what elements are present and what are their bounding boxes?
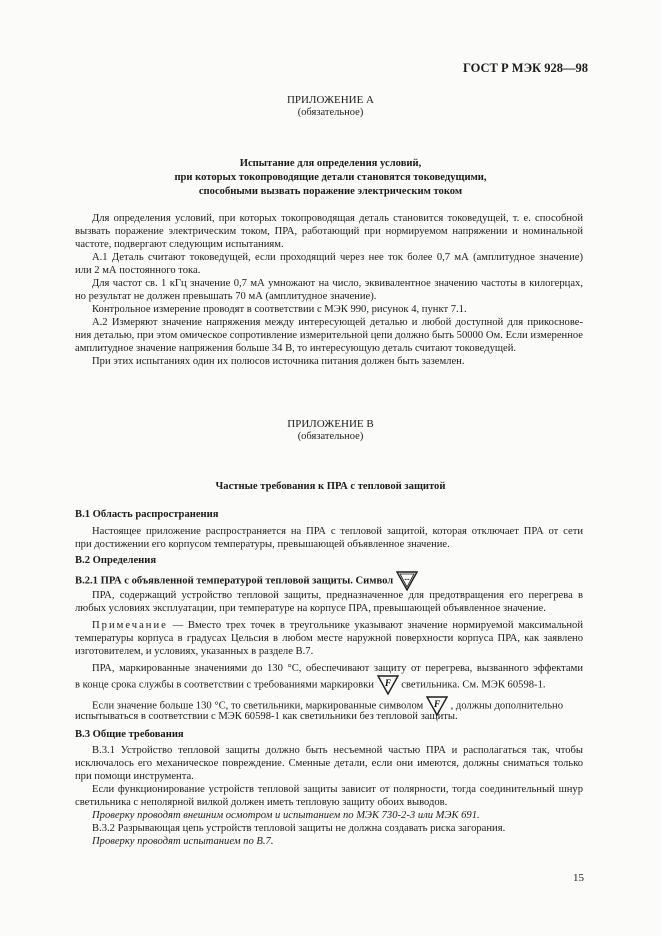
section-b3-heading: В.3 Общие требования xyxy=(75,729,184,740)
paragraph-line: В.3.1 Устройство тепловой защиты должно быть несъемной частью ПРА и располагаться так, чтобы xyxy=(92,745,583,756)
paragraph-text: в конце срока службы в соответствии с требованиями маркировки xyxy=(75,679,374,691)
paragraph-line: А.1 Деталь считают токоведущей, если проходящий через нее ток более 0,7 мА (амплитудное значение) xyxy=(92,252,583,263)
section-b1-heading: В.1 Область распространения xyxy=(75,509,219,520)
triangle-f-icon xyxy=(377,675,399,695)
svg-text:F: F xyxy=(433,699,440,709)
paragraph-line-with-symbol xyxy=(75,675,546,695)
paragraph-line: Для определения условий, при которых токопроводящая деталь становится токоведущей, т. е. способной xyxy=(92,213,583,224)
paragraph-line: исключалось его механическое повреждение. Сменные детали, если они имеются, должны сниматься только xyxy=(75,758,583,769)
appendix-a-title: ПРИЛОЖЕНИЕ А xyxy=(286,94,374,106)
paragraph-line: но результат не должен превышать 70 мА (амплитудное значение). xyxy=(75,291,377,302)
appendix-a-heading-3: способными вызвать поражение электрическим током xyxy=(198,186,463,197)
paragraph-line: Контрольное измерение проводят в соответствии с МЭК 990, рисунок 4, пункт 7.1. xyxy=(92,304,467,315)
paragraph-text: светильника. См. МЭК 60598-1. xyxy=(401,679,546,691)
section-b21-heading xyxy=(75,571,418,591)
svg-text:...: ... xyxy=(404,574,410,582)
paragraph-line: температуры корпуса в градусах Цельсия в любом месте наружной поверхности корпуса ПРА, как заявлено xyxy=(75,633,583,644)
appendix-a-heading-2: при которых токопроводящие детали становятся токоведущими, xyxy=(174,172,487,183)
paragraph-line: амплитудное значение напряжения больше 34 В, то интересующую деталь считают токоведущей. xyxy=(75,343,517,354)
paragraph-line: При этих испытаниях один их полюсов источника питания должен быть заземлен. xyxy=(92,356,465,367)
check-note: Проверку проводят внешним осмотром и испытанием по МЭК 730-2-3 или МЭК 691. xyxy=(92,810,480,821)
paragraph-line: частоте, подвергают следующим испытаниям. xyxy=(75,239,284,250)
paragraph-line: ния деталью, при этом омическое сопротивление измерительной цепи должно быть 50000 Ом. Если измеренное xyxy=(75,330,583,341)
section-b21-heading-text: В.2.1 ПРА с объявленной температурой тепловой защиты. Символ xyxy=(75,575,394,587)
paragraph-line: изготовителем, и условиях, указанных в разделе В.7. xyxy=(75,646,314,657)
paragraph-line: А.2 Измеряют значение напряжения между интересующей деталью и любой доступной для прикоснове- xyxy=(92,317,583,328)
paragraph-line: ПРА, маркированные значениями до 130 °С, обеспечивают защиту от перегрева, вызванного эффектами xyxy=(92,663,583,674)
page-number: 15 xyxy=(573,872,584,884)
paragraph-text: , должны дополнительно xyxy=(450,700,564,712)
section-b2-heading: В.2 Определения xyxy=(75,555,157,566)
paragraph-line: испытываться в соответствии с МЭК 60598-1 как светильники без тепловой защиты. xyxy=(75,711,458,722)
paragraph-line: вызвать поражение электрическим током, ПРА, работающий при нормируемом напряжении и номинальной xyxy=(75,226,583,237)
note-line-1 xyxy=(92,619,583,632)
paragraph-line: В.3.2 Разрывающая цепь устройств тепловой защиты не должна создавать риска загорания. xyxy=(92,823,506,834)
note-label: Примечание xyxy=(92,620,168,631)
paragraph-line: ПРА, содержащий устройство тепловой защиты, предназначенное для предотвращения его перегрева в xyxy=(92,590,583,601)
appendix-b-title: ПРИЛОЖЕНИЕ В xyxy=(287,418,374,430)
appendix-b-status: (обязательное) xyxy=(297,431,364,442)
appendix-a-status: (обязательное) xyxy=(297,107,364,118)
appendix-a-heading-1: Испытание для определения условий, xyxy=(239,158,422,169)
paragraph-line: или 2 мА постоянного тока. xyxy=(75,265,201,276)
svg-text:F: F xyxy=(384,678,391,688)
paragraph-line: Для частот св. 1 кГц значение 0,7 мА умножают на число, эквивалентное значению частоты в килогерцах, xyxy=(92,278,583,289)
note-text: — Вместо трех точек в треугольнике указывают значение нормируемой максимальной xyxy=(172,620,583,631)
paragraph-line: при помощи инструмента. xyxy=(75,771,194,782)
paragraph-text: Если значение больше 130 °С, то светильники, маркированные символом xyxy=(92,700,424,712)
paragraph-line: Настоящее приложение распространяется на ПРА с тепловой защитой, которая отключает ПРА от сети xyxy=(92,526,583,537)
check-note: Проверку проводят испытанием по В.7. xyxy=(92,836,274,847)
paragraph-line: Если функционирование устройств тепловой защиты зависит от полярности, тогда соединительный шнур xyxy=(92,784,583,795)
standard-number: ГОСТ Р МЭК 928—98 xyxy=(463,61,588,75)
thermal-protection-triangle-icon xyxy=(396,571,418,591)
paragraph-line: любых условиях эксплуатации, при температуре на корпусе ПРА, превышающей объявленное значение. xyxy=(75,603,546,614)
paragraph-line: при достижении его корпусом температуры, превышающей объявленное значение. xyxy=(75,539,450,550)
appendix-b-heading: Частные требования к ПРА с тепловой защитой xyxy=(215,481,446,492)
paragraph-line: светильника с неполярной вилкой должен иметь тепловую защиту обоих выводов. xyxy=(75,797,448,808)
